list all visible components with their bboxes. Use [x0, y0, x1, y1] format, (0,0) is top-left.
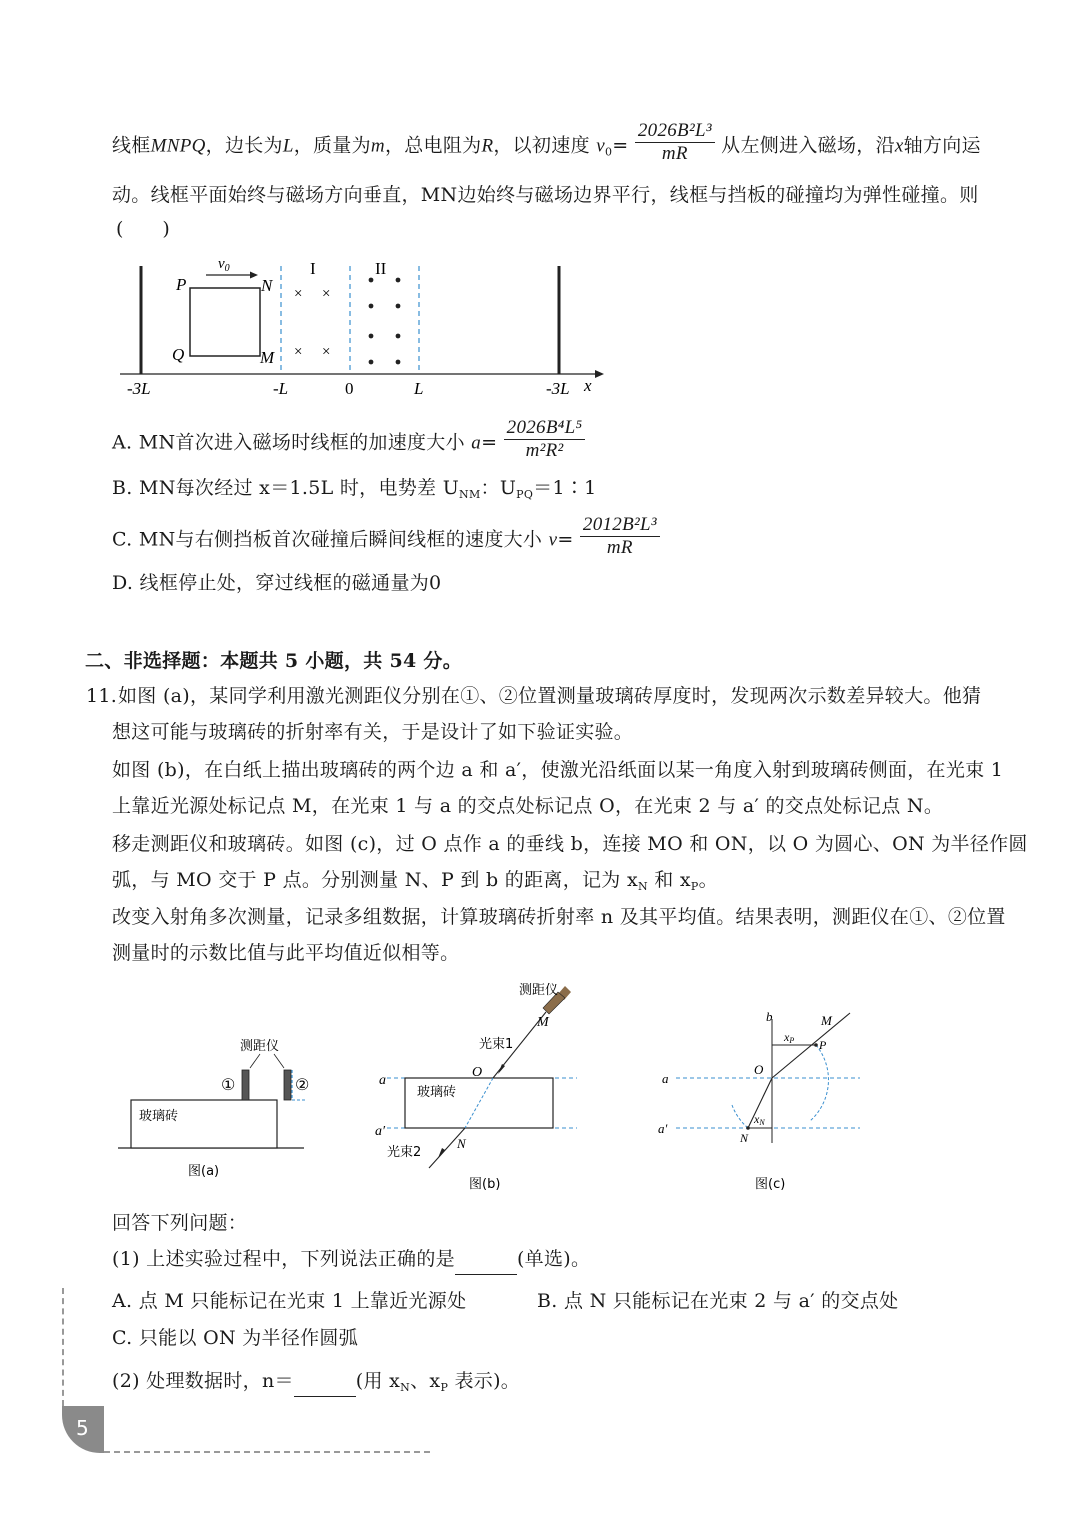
field-dots [369, 278, 401, 365]
label-xn: xN [754, 1112, 765, 1127]
label-a: a [662, 1071, 669, 1086]
region-1-label: I [310, 259, 316, 278]
q10-line1: 线框MNPQ，边长为L，质量为m，总电阻为R，以初速度 $v_0=$ $\frac{\text{2026B²L³}}{mR}$ 从左侧进入磁场，沿x轴方向运 [112, 120, 981, 164]
brick-label: 玻璃砖 [417, 1085, 457, 1100]
v0-fraction: $\frac{\text{2026B²L³}}{mR}$ [635, 120, 715, 165]
arc [732, 1045, 828, 1128]
device-1 [242, 1070, 249, 1100]
position-2: ② [295, 1077, 310, 1094]
field-cross: × [294, 286, 303, 302]
page-number: 5 [76, 1416, 89, 1440]
glass-brick [131, 1100, 277, 1148]
device-label: 测距仪 [240, 1039, 280, 1054]
field-cross: × [294, 344, 303, 360]
region-2-label: II [375, 259, 387, 278]
label-M: M [260, 348, 275, 367]
answer-option-a: A. 点 M 只能标记在光束 1 上靠近光源处 [112, 1290, 467, 1312]
left-dashed-border [62, 1288, 64, 1406]
label-O: O [754, 1062, 764, 1077]
figure-b [365, 978, 615, 1193]
label-N: N [457, 1136, 466, 1151]
point-P [814, 1043, 818, 1047]
figure-a [110, 1030, 320, 1185]
q11-p3b: 弧，与 MO 交于 P 点。分别测量 N、P 到 b 的距离，记为 $x_N$ 和 $x_P$。 [112, 869, 718, 893]
beam-1-arrow [498, 1064, 505, 1074]
figure-b-caption: 图(b) [469, 1177, 501, 1192]
field-cross: × [322, 344, 331, 360]
tick-label: -3L [127, 379, 151, 398]
beam-2-arrow [438, 1148, 445, 1158]
question-1: (1) 上述实验过程中，下列说法正确的是 (单选)。 [112, 1246, 590, 1275]
q11-number: 11. [86, 685, 118, 707]
q11-p1: 如图 (a)，某同学利用激光测距仪分别在①、②位置测量玻璃砖厚度时，发现两次示数差异较大。他猜 [118, 685, 982, 707]
q11-p4: 改变入射角多次测量，记录多组数据，计算玻璃砖折射率 n 及其平均值。结果表明，测距仪在①、②位置 [112, 906, 1006, 928]
label-a: a [379, 1073, 386, 1088]
tick-label: L [414, 379, 424, 398]
label-N: N [261, 276, 273, 295]
line-MO [772, 1013, 850, 1078]
x-axis-label: x [584, 376, 592, 395]
label-P: P [176, 275, 187, 294]
tick-label: -L [273, 379, 289, 398]
q11-p4b: 测量时的示数比值与此平均值近似相等。 [112, 942, 460, 964]
q10-answer-paren: ( ) [116, 218, 171, 240]
tick-label: 0 [345, 379, 354, 398]
v0-label: $v_0$ [218, 256, 230, 274]
x-axis-arrow [595, 370, 604, 378]
label-Q: Q [172, 345, 185, 364]
label-a-prime: a′ [375, 1124, 386, 1139]
section-heading: 二、非选择题：本题共 5 小题，共 54 分。 [85, 650, 463, 672]
option-d: D. 线框停止处，穿过线框的磁通量为0 [112, 572, 442, 594]
answer-blank-2[interactable] [294, 1370, 356, 1397]
label-b: b [766, 1009, 773, 1024]
answer-intro: 回答下列问题： [112, 1212, 248, 1234]
beam-1-label: 光束1 [479, 1037, 514, 1052]
device-label: 测距仪 [519, 983, 559, 998]
wire-frame [190, 288, 260, 356]
answer-blank-1[interactable] [455, 1248, 517, 1275]
beam-refracted [465, 1078, 493, 1128]
option-a-fraction: $\frac{\text{2026B⁴L⁵}}{\text{m²R²}}$ [504, 417, 586, 462]
figure-c-caption: 图(c) [755, 1177, 786, 1192]
bottom-dashed-border [104, 1451, 430, 1453]
figure-a-caption: 图(a) [188, 1164, 220, 1179]
q11-p3: 移走测距仪和玻璃砖。如图 (c)，过 O 点作 a 的垂线 b，连接 MO 和 ON，以 O 为圆心、ON 为半径作圆 [112, 833, 1028, 855]
brick-label: 玻璃砖 [139, 1109, 179, 1124]
question-2: (2) 处理数据时，n＝ (用 $x_N$、$x_P$ 表示)。 [112, 1368, 520, 1401]
pointer-line [274, 1054, 284, 1068]
pointer-line [250, 1054, 260, 1068]
page-number-badge [62, 1406, 104, 1453]
option-c-fraction: $\frac{\text{2012B²L³}}{mR}$ [580, 514, 660, 559]
option-a: A. MN首次进入磁场时线框的加速度大小 a= $\frac{\text{2026B⁴L⁵}}{\text{m²R²}}$ [112, 425, 585, 462]
answer-option-b: B. 点 N 只能标记在光束 2 与 a′ 的交点处 [537, 1290, 899, 1312]
option-b: B. MN每次经过 x＝1.5L 时，电势差 $U_{NM}$：$U_{PQ}=1∶1$ [112, 477, 597, 501]
q11-p2: 如图 (b)，在白纸上描出玻璃砖的两个边 a 和 a′，使激光沿纸面以某一角度入射到玻璃砖侧面，在光束 1 [112, 759, 1004, 781]
field-cross: × [322, 286, 331, 302]
label-O: O [472, 1065, 483, 1080]
q11-p2b: 上靠近光源处标记点 M，在光束 1 与 a 的交点处标记点 O，在光束 2 与 a′ 的交点处标记点 N。 [112, 795, 944, 817]
position-1: ① [221, 1077, 236, 1094]
label-M: M [537, 1015, 549, 1030]
beam-2-label: 光束2 [387, 1145, 422, 1160]
option-c: C. MN与右侧挡板首次碰撞后瞬间线框的速度大小 v= $\frac{\text{2012B²L³}}{mR}$ [112, 522, 660, 559]
q11-p1b: 想这可能与玻璃砖的折射率有关，于是设计了如下验证实验。 [112, 721, 634, 743]
label-N: N [740, 1131, 749, 1145]
point-N [746, 1126, 750, 1130]
magnetic-field-figure [110, 250, 610, 400]
figure-c [650, 1005, 870, 1195]
v0-arrow-head [250, 272, 258, 279]
q10-line2: 动。线框平面始终与磁场方向垂直，MN边始终与磁场边界平行，线框与挡板的碰撞均为弹性碰撞。则 [112, 184, 979, 206]
label-M: M [821, 1013, 832, 1028]
label-a-prime: a′ [658, 1121, 668, 1136]
tick-label: -3L [546, 379, 570, 398]
label-xp: xP [784, 1030, 795, 1045]
label-P: P [819, 1038, 827, 1052]
device-2 [284, 1070, 291, 1100]
answer-option-c: C. 只能以 ON 为半径作圆弧 [112, 1327, 359, 1349]
